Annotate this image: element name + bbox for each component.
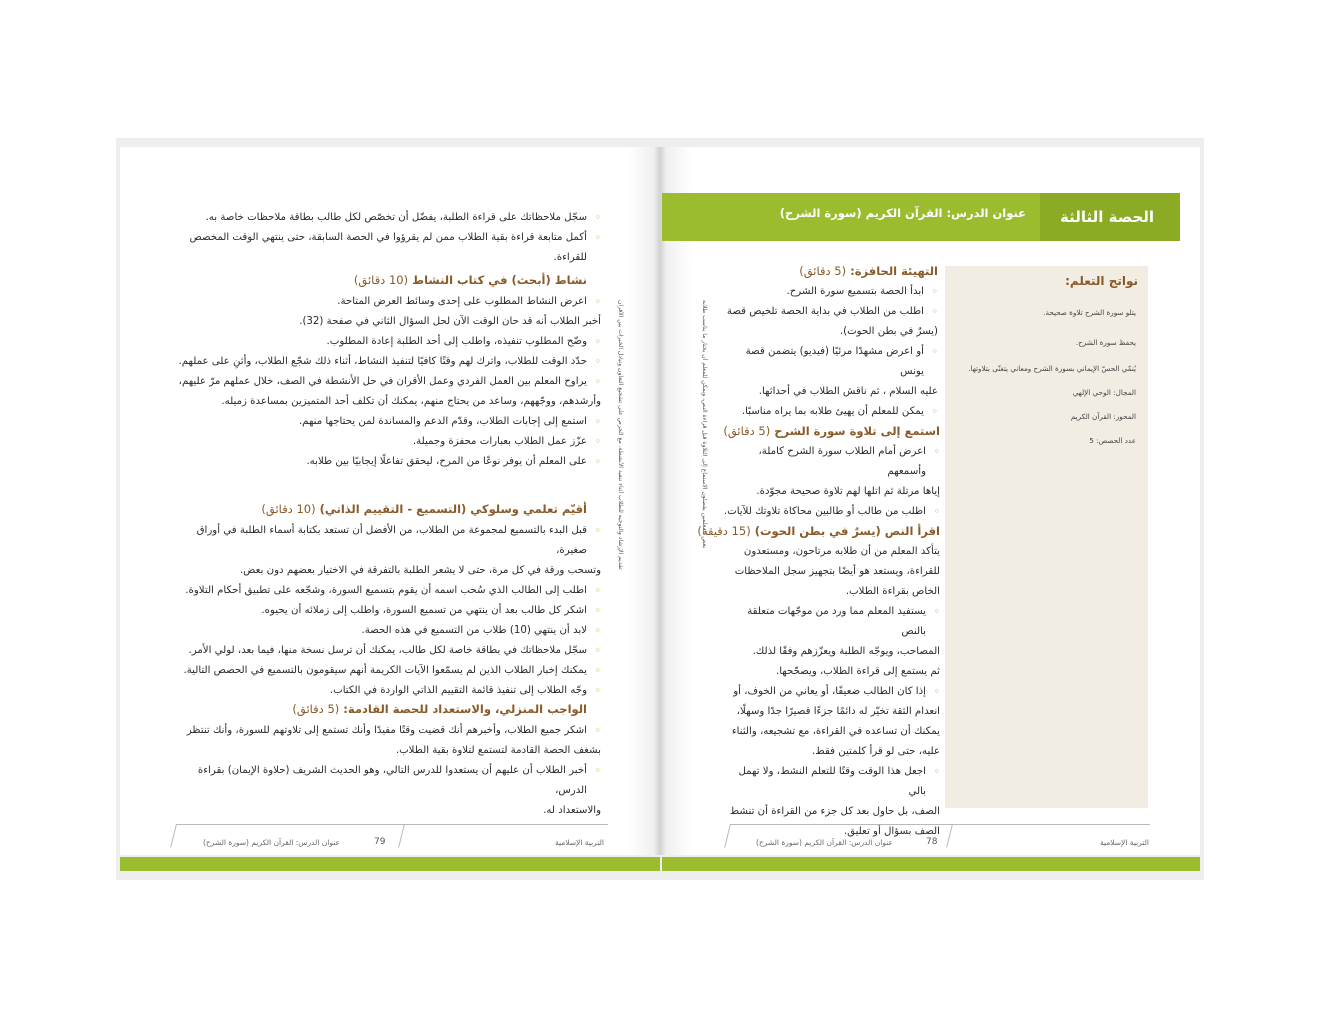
list-item: ◦ يمكنك إخبار الطلاب الذين لم يسمّعوا الآيات الكريمة أنهم سيقومون بالتسميع في الحصص التالية. (165, 661, 601, 681)
learning-outcomes-panel (945, 266, 1148, 808)
gutter-note: بعض المعلمين يفضلون الاستماع إلى التلاوة قبل قراءة النص، ويمكن للمعلم أن يختار ما يناسب طلابه (701, 300, 708, 549)
outcome-item: يُنمّي الحسّ الإيماني بسورة الشرح ومعاني يتغنّى بتلاوتها. (968, 364, 1136, 373)
list-item: ◦ أكمل متابعة قراءة بقية الطلاب ممن لم يقرؤوا في الحصة السابقة، حتى ينتهي الوقت المخصص للقراءة. (165, 228, 601, 268)
section-read (697, 522, 940, 842)
section-activity (165, 271, 601, 472)
list-item: يتأكد المعلم من أن طلابه مرتاحون، ومستعدون (743, 546, 940, 557)
intro-notes (165, 208, 601, 268)
list-item: وأرشدهم، ووجّههم، وساعد من يحتاج منهم، يمكنك أن تكلف أحد المتميزين بمساعدة زميله. (221, 396, 601, 407)
page-number: 79 (374, 837, 386, 847)
footer-line (950, 824, 1150, 825)
list-item: ◦ يستفيد المعلم مما ورد من موجّهات متعلقة بالنص (720, 602, 940, 642)
list-item: عليه، حتى لو قرأ كلمتين فقط. (812, 746, 940, 757)
list-item: يمكنك أن تساعده في القراءة، مع تشجيعه، والثناء (731, 726, 940, 737)
list-item: ◦ استمع إلى إجابات الطلاب، وقدّم الدعم والمساندة لمن يحتاجها منهم. (165, 412, 601, 432)
footer-subject: التربية الإسلامية (555, 838, 604, 847)
list-item: ◦ سجّل ملاحظاتك في بطاقة خاصة لكل طالب، يمكنك أن ترسل نسخة منها، فيما بعد، لولي الأمر. (165, 641, 601, 661)
section-title: الواجب المنزلي، والاستعداد للحصة القادمة: (5 دقائق) (292, 702, 587, 716)
lesson-title: عنوان الدرس: القرآن الكريم (سورة الشرح) (779, 206, 1026, 220)
list-item: الصف، بل حاول بعد كل جزء من القراءة أن تنشط (729, 806, 940, 817)
list-item: إياها مرتلة ثم اتلها لهم تلاوة صحيحة مجوّدة. (756, 486, 940, 497)
list-item: ◦ حدّد الوقت للطلاب، واترك لهم وقتًا كافيًا لتنفيذ النشاط، أثناء ذلك شجّع الطلاب، وأثنِ على عملهم. (165, 352, 601, 372)
list-item: بشغف الحصة القادمة لتستمع لتلاوة بقية الطلاب. (395, 745, 601, 756)
section-assessment (165, 500, 601, 701)
section-title: التهيئة الحافزة: (5 دقائق) (799, 264, 938, 278)
outcome-item: عدد الحصص: 5 (1089, 436, 1136, 445)
outcome-item: يتلو سورة الشرح تلاوة صحيحة. (1043, 308, 1136, 317)
outcome-item: المجال: الوحي الإلهي (1072, 388, 1136, 397)
period-title: الحصة الثالثة (1060, 208, 1155, 226)
list-item: ◦ أو اعرض مشهدًا مرئيًا (فيديو) يتضمن قصة يونس (720, 342, 938, 382)
list-item: ◦ اشكر كل طالب بعد أن ينتهي من تسميع السورة، واطلب إلى زملائه أن يحيوه. (165, 601, 601, 621)
list-item: ◦ وضّح المطلوب تنفيذه، واطلب إلى أحد الطلبة إعادة المطلوب. (165, 332, 601, 352)
list-item: ◦ اجعل هذا الوقت وقتًا للتعلم النشط، ولا تهمل بالي (720, 762, 940, 802)
list-item: ◦ قبل البدء بالتسميع لمجموعة من الطلاب، من الأفضل أن تستعد بكتابة أسماء الطلبة في أوراق صغيرة، (165, 521, 601, 561)
left-page-bottom-bar (120, 857, 660, 871)
section-title: أقيّم تعلمي وسلوكي (التسميع - التقييم الذاتي) (10 دقائق) (261, 502, 587, 516)
list-item: ◦ اعرض النشاط المطلوب على إحدى وسائط العرض المتاحة. (165, 292, 601, 312)
list-item: ◦ اطلب من الطلاب في بداية الحصة تلخيص قصة (720, 302, 938, 322)
section-title: نشاط (أبحث) في كتاب النشاط (10 دقائق) (353, 273, 587, 287)
footer-line (730, 824, 950, 825)
list-item: ◦ اشكر جميع الطلاب، وأخبرهم أنك قضيت وقتًا مفيدًا وأنك تستمع إلى تلاوتهم للسورة، وأنك تنتظر (165, 721, 601, 741)
list-item: انعدام الثقة تخيّر له دائمًا جزءًا قصيرًا جدًا وسهلًا، (736, 706, 940, 717)
footer-lesson: عنوان الدرس: القرآن الكريم (سورة الشرح) (203, 838, 340, 847)
list-item: ◦ يمكن للمعلم أن يهيئ طلابه بما يراه مناسبًا. (720, 402, 938, 422)
outcome-item: يحفظ سورة الشرح. (1075, 338, 1136, 347)
list-item: والاستعداد له. (543, 805, 601, 816)
footer-line (402, 824, 608, 825)
list-item: ◦ اعرض أمام الطلاب سورة الشرح كاملة، وأسمعهم (720, 442, 940, 482)
list-item: أخبر الطلاب أنه قد حان الوقت الآن لحل السؤال الثاني في صفحة (32). (299, 316, 601, 327)
list-item: ◦ اطلب من طالب أو طالبين محاكاة تلاوتك للآيات. (720, 502, 940, 522)
list-item: ◦ عزّز عمل الطلاب بعبارات محفزة وجميلة. (165, 432, 601, 452)
gutter-note: تقديم الإرشاد والتوجيه للطلاب أثناء تنفيذ الأنشطة، مع الحرص على تشجيع التعاون وتبادل الخبرات بين الأقران (617, 300, 624, 570)
page-number: 78 (926, 837, 938, 847)
footer-subject: التربية الإسلامية (1100, 838, 1149, 847)
list-item: المصاحب، ويوجّه الطلبة ويعزّزهم وفقًا لذلك. (752, 646, 940, 657)
list-item: ◦ يراوح المعلم بين العمل الفردي وعمل الأقران في حل الأنشطة في الصف، خلال عملهم مرّ عليهم، (165, 372, 601, 392)
outcome-item: المحور: القرآن الكريم (1070, 412, 1136, 421)
learning-outcomes-title: نواتج التعلم: (1065, 274, 1138, 288)
list-item: ◦ لابد أن ينتهي (10) طلاب من التسميع في هذه الحصة. (165, 621, 601, 641)
list-item: ◦ سجّل ملاحظاتك على قراءة الطلبة، يفضّل أن تخصّص لكل طالب بطاقة ملاحظات خاصة به. (165, 208, 601, 228)
section-title: اقرأ النص (يسرٌ في بطن الحوت) (15 دقيقة) (697, 524, 940, 538)
list-item: ثم يستمع إلى قراءة الطلاب، ويصحّحها. (775, 666, 940, 677)
list-item: وتسحب ورقة في كل مرة، حتى لا يشعر الطلبة بالتفرقة في الاختيار بعضهم دون بعض. (239, 565, 601, 576)
list-item: عليه السلام ، ثم ناقش الطلاب في أحداثها. (758, 386, 938, 397)
list-item: الصف بسؤال أو تعليق. (843, 826, 940, 837)
section-warmup (720, 262, 938, 422)
list-item: للقراءة، ويستعد هو أيضًا بتجهيز سجل الملاحظات (734, 566, 940, 577)
right-page-bottom-bar (662, 857, 1200, 871)
list-item: ◦ وجّه الطلاب إلى تنفيذ قائمة التقييم الذاتي الواردة في الكتاب. (165, 681, 601, 701)
book-spine-shadow (628, 147, 692, 855)
list-item: ◦ ابدأ الحصة بتسميع سورة الشرح. (720, 282, 938, 302)
section-listen (720, 422, 940, 522)
list-item: (يسرٌ في بطن الحوت). (839, 326, 938, 337)
footer-line (176, 824, 402, 825)
list-item: ◦ أخبر الطلاب أن عليهم أن يستعدوا للدرس التالي، وهو الحديث الشريف (حلاوة الإيمان) بقراءة الدرس، (165, 761, 601, 801)
section-homework (165, 700, 601, 821)
list-item: ◦ على المعلم أن يوفر نوعًا من المرح، ليحقق تفاعلًا إيجابيًا بين طلابه. (165, 452, 601, 472)
list-item: الخاص بقراءة الطلاب. (845, 586, 940, 597)
section-title: استمع إلى تلاوة سورة الشرح (5 دقائق) (723, 424, 940, 438)
footer-lesson: عنوان الدرس: القرآن الكريم (سورة الشرح) (756, 838, 893, 847)
list-item: ◦ إذا كان الطالب ضعيفًا، أو يعاني من الخوف، أو (720, 682, 940, 702)
list-item: ◦ اطلب إلى الطالب الذي سُحب اسمه أن يقوم بتسميع السورة، وشجّعه على تطبيق أحكام التلاوة. (165, 581, 601, 601)
